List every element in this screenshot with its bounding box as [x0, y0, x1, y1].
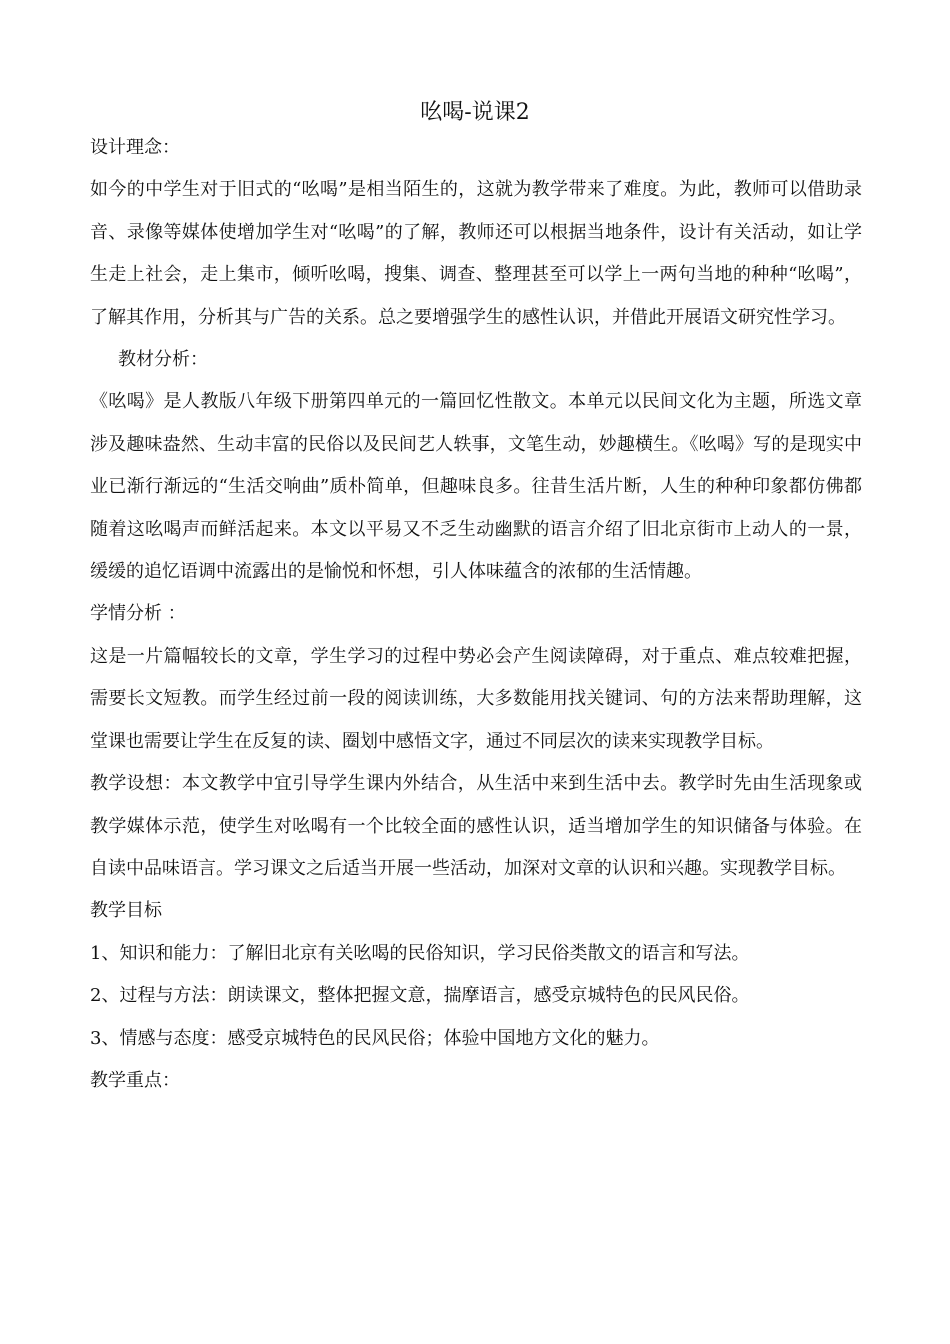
paragraph-textbook-analysis: 《吆喝》是人教版八年级下册第四单元的一篇回忆性散文。本单元以民间文化为主题，所选文章涉及趣味盎然、生动丰富的民俗以及民间艺人轶事，文笔生动，妙趣横生。《吆喝》写的是现实中业已渐行渐远的“生活交响曲”质朴简单，但趣味良多。往昔生活片断，人生的种种印象都仿佛都随着这吆喝声而鲜活起来。本文以平易又不乏生动幽默的语言介绍了旧北京街市上动人的一景，缓缓的追忆语调中流露出的是愉悦和怀想，引人体味蕴含的浓郁的生活情趣。	[90, 391, 862, 583]
goal-item: 2、过程与方法：朗读课文，整体把握文意，揣摩语言，感受京城特色的民风民俗。	[90, 985, 750, 1007]
heading-textbook-analysis: 教材分析：	[118, 349, 208, 371]
heading-teaching-goals: 教学目标	[90, 900, 162, 922]
paragraph-design-concept: 如今的中学生对于旧式的“吆喝”是相当陌生的，这就为教学带来了难度。为此，教师可以借助录音、录像等媒体使增加学生对“吆喝”的了解，教师还可以根据当地条件，设计有关活动，如让学生走上社会，走上集市，倾听吆喝，搜集、调查、整理甚至可以学上一两句当地的种种“吆喝”，了解其作用，分析其与广告的关系。总之要增强学生的感性认识，并借此开展语文研究性学习。	[90, 179, 862, 328]
heading-student-analysis: 学情分析 ：	[90, 603, 186, 625]
paragraph-teaching-concept: 教学设想：本文教学中宜引导学生课内外结合，从生活中来到生活中去。教学时先由生活现象或教学媒体示范，使学生对吆喝有一个比较全面的感性认识，适当增加学生的知识储备与体验。在自读中品味语言。学习课文之后适当开展一些活动，加深对文章的认识和兴趣。实现教学目标。	[90, 773, 862, 879]
heading-teaching-focus: 教学重点：	[90, 1069, 180, 1091]
goal-item: 3、情感与态度：感受京城特色的民风民俗；体验中国地方文化的魅力。	[90, 1027, 660, 1049]
document-title: 吆喝-说课2	[420, 100, 530, 125]
heading-design-concept: 设计理念：	[90, 137, 180, 158]
document-body	[90, 127, 862, 1102]
paragraph-student-analysis: 这是一片篇幅较长的文章，学生学习的过程中势必会产生阅读障碍，对于重点、难点较难把握，需要长文短教。而学生经过前一段的阅读训练，大多数能用找关键词、句的方法来帮助理解，这堂课也需要让学生在反复的读、圈划中感悟文字，通过不同层次的读来实现教学目标。	[90, 645, 862, 752]
goal-item: 1、知识和能力：了解旧北京有关吆喝的民俗知识，学习民俗类散文的语言和写法。	[90, 942, 750, 964]
